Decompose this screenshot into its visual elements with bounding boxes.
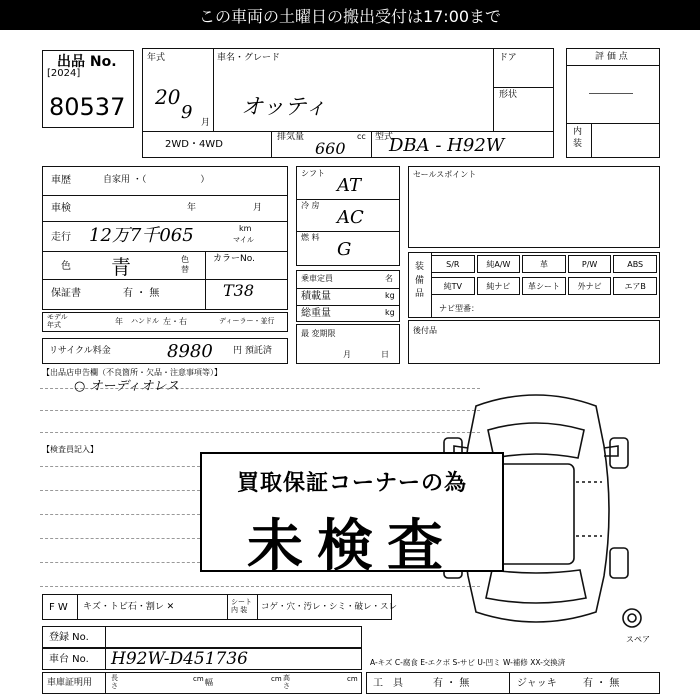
tools-value: 有 ・ 無	[433, 678, 470, 689]
equipment-item: 革	[522, 255, 566, 273]
equipment-row-1	[431, 255, 659, 275]
lot-label: 出品 No.	[57, 54, 117, 70]
color-no-value: T38	[223, 281, 255, 300]
registration-label: 登録 No.	[49, 632, 89, 643]
inspection-month: 月	[253, 203, 263, 213]
jack-value: 有 ・ 無	[583, 678, 620, 689]
model-year-row	[42, 312, 288, 332]
mileage-label: 走行	[51, 232, 71, 243]
car-name: オッティ	[241, 95, 327, 120]
door-label: ドア	[499, 53, 517, 63]
last-change-label: 最 変期限	[301, 329, 336, 338]
warranty-label: 保証書	[51, 288, 81, 299]
certificate-label: 車庫証明用	[47, 678, 93, 688]
equipment-item: ABS	[613, 255, 657, 273]
chassis-row	[42, 648, 362, 670]
recycle-row	[42, 338, 288, 364]
mileage-value: 12万7千065	[89, 225, 194, 246]
equipment-item: 純ナビ	[477, 277, 521, 295]
sales-points-label: セールスポイント	[413, 170, 477, 179]
capacity-unit: 名	[385, 274, 393, 283]
width-label: 幅	[205, 678, 213, 687]
cc-unit: cc	[357, 132, 366, 141]
certificate-row	[42, 672, 362, 694]
model-value: DBA - H92W	[389, 135, 505, 156]
recycle-unit: 円 預託済	[233, 346, 272, 356]
registration-row	[42, 626, 362, 648]
color-no-label: カラーNo.	[213, 254, 255, 264]
load-unit: kg	[385, 291, 395, 300]
inspection-year: 年	[187, 203, 197, 213]
length-unit: cm	[193, 675, 204, 683]
history-box	[42, 166, 288, 310]
fuel-label: 燃 料	[301, 233, 320, 242]
fw-row	[42, 594, 398, 620]
color-value: 青	[111, 255, 131, 279]
equipment-row-2	[431, 277, 659, 297]
chassis-label: 車台 No.	[49, 654, 89, 665]
top-banner	[0, 0, 700, 30]
history-value: 自家用 ・（ ）	[103, 175, 210, 185]
dealer-label: ディーラー・並行	[219, 317, 275, 325]
equipment-label: 装 備 品	[415, 262, 425, 299]
score-label: 評 価 点	[595, 52, 628, 62]
banner-text: この車両の土曜日の搬出受付は17:00まで	[198, 6, 502, 26]
ac-value: AC	[337, 207, 364, 228]
shape-label: 形状	[499, 90, 518, 100]
notes-value: ○ オーディオレス	[74, 379, 180, 394]
year-value: 20	[155, 85, 181, 109]
specs-box	[296, 166, 400, 266]
last-change-box	[296, 324, 400, 364]
year-label: 年式	[147, 53, 166, 63]
tools-row	[366, 672, 660, 694]
displacement-label: 排気量	[277, 132, 305, 142]
model-year-suffix: 年	[115, 317, 123, 326]
handle-label: ハンドル	[131, 317, 159, 325]
equipment-box	[408, 252, 660, 318]
recycle-label: リサイクル料金	[49, 346, 111, 356]
score-dash	[589, 93, 633, 94]
fw-value: キズ・トビ石・割レ ✕	[83, 602, 175, 612]
stamp-line-1: 買取保証コーナーの為	[236, 471, 467, 496]
seat-label: シート 内 装	[231, 598, 252, 615]
capacity-label: 乗車定員	[301, 274, 333, 283]
lot-number: 80537	[49, 93, 126, 121]
weight-unit: kg	[385, 308, 395, 317]
header-box	[142, 48, 554, 158]
ac-label: 冷 房	[301, 201, 320, 210]
history-label: 車歴	[51, 175, 71, 186]
height-label: 高 さ	[283, 674, 290, 691]
navi-label: ナビ型番：	[439, 304, 479, 313]
equipment-item: 純TV	[431, 277, 475, 295]
load-label: 積載量	[301, 291, 331, 302]
tools-label: 工 具	[373, 678, 403, 689]
jack-label: ジャッキ	[517, 678, 557, 689]
capacity-box	[296, 270, 400, 322]
drive-label: 2WD・4WD	[165, 139, 223, 150]
stamp-line-2: 未検査	[247, 514, 457, 579]
displacement-value: 660	[315, 139, 346, 158]
lot-year: [2024]	[47, 68, 81, 79]
name-label: 車名・グレード	[217, 53, 281, 63]
equipment-item: エアB	[613, 277, 657, 295]
equipment-item: S/R	[431, 255, 475, 273]
fw-label: F W	[49, 602, 68, 613]
equipment-item: P/W	[568, 255, 612, 273]
last-change-day: 日	[381, 350, 389, 359]
score-box	[566, 48, 660, 158]
seat-value: コゲ・穴・汚レ・シミ・破レ・スレ	[261, 602, 398, 612]
warranty-value: 有 ・ 無	[123, 288, 160, 299]
inspector-label: 【検査員記入】	[42, 445, 98, 454]
retrofit-box	[408, 320, 660, 364]
retrofit-label: 後付品	[413, 326, 437, 335]
color-label: 色	[61, 261, 71, 272]
notes-label: 【出品店申告欄（不良箇所・欠品・注意事項等）】	[42, 368, 222, 377]
spare-label: スペア	[626, 635, 650, 644]
color-change-label: 色 替	[181, 255, 189, 275]
shift-value: AT	[337, 175, 362, 196]
sales-points-box	[408, 166, 660, 248]
inner-label: 内 装	[573, 127, 583, 149]
month-suffix: 月	[201, 118, 211, 128]
lot-number-box	[42, 50, 134, 128]
stamp-box	[200, 452, 504, 579]
width-unit: cm	[271, 675, 282, 683]
recycle-value: 8980	[167, 341, 213, 362]
equipment-item: 純A/W	[477, 255, 521, 273]
damage-legend: A-キズ C-腐食 E-エクボ S-サビ U-凹ミ W-補修 XX-交換済	[370, 658, 566, 667]
km-unit: km	[239, 224, 252, 233]
model-year-label: モデル 年式	[47, 313, 68, 329]
fuel-value: G	[337, 239, 352, 260]
model-label: 型式	[375, 132, 394, 142]
handle-value: 左・右	[163, 317, 187, 326]
length-label: 長 さ	[111, 674, 118, 691]
weight-label: 総重量	[301, 308, 331, 319]
chassis-value: H92W-D451736	[111, 649, 248, 669]
shift-label: シフト	[301, 169, 325, 178]
equipment-item: 外ナビ	[568, 277, 612, 295]
height-unit: cm	[347, 675, 358, 683]
mile-unit: マイル	[233, 236, 254, 244]
month-value: 9	[181, 102, 193, 123]
equipment-item: 革シート	[522, 277, 566, 295]
last-change-month: 月	[343, 350, 351, 359]
inspection-label: 車検	[51, 203, 71, 214]
